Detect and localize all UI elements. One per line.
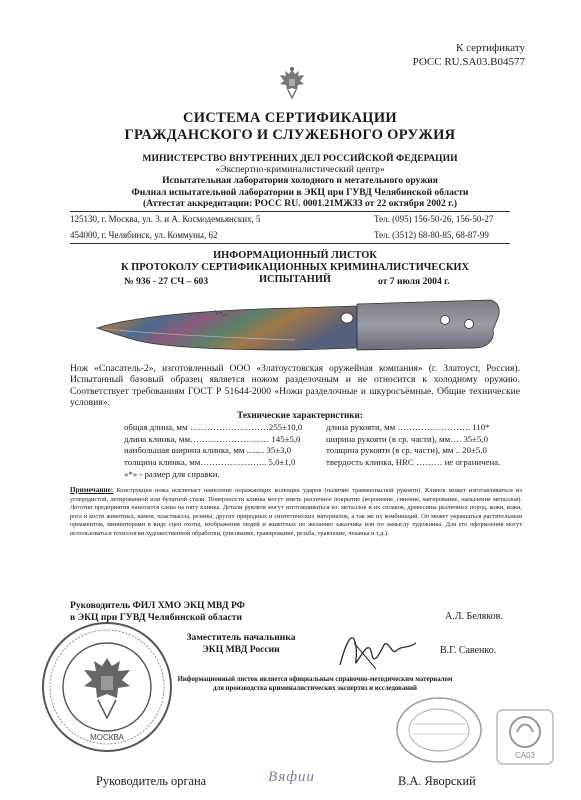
note-text: Конструкция ножа исключает нанесение поражающих колющих ударов (наличие травмоопасной рукояти). Клинок может изготавливаться из углеродистой, легированной или булатной стали. Поверхности клинка могут иметь различное покрытие (воронение, синение, матирование, напыление металлов). Логотип предприятия наносится слева на пяту клинка. Детали рукояти могут изготавливаться из: металлов и их сплавов, древесины различных пород, кожи, кожи, рога и кости животных, камня, пластмассы, резины, других природных и синтетических материалов, а так же их комбинаций. Он может украшаться растительным орнаментом, миниатюрами в виде сцен охоты, изображения людей и животных по желанию заказчика или по замыслу художника. Для его оформления могут использоваться технологии художественной обработки, (рисование, гравирование, резьба, травление, чеканка и т.д.). <box>70 487 522 537</box>
ministry-block <box>100 153 500 209</box>
spec-handle-width: ширина рукояти (в ср. части), мм…. 35±5,0 <box>326 433 488 444</box>
ministry-line3: Испытательная лаборатория холодного и метательного оружия <box>162 175 438 187</box>
chelyabinsk-address: 454000, г. Челябинск, ул. Коммуны, 62 <box>70 230 218 240</box>
note-block <box>70 486 522 539</box>
cert-ref-line1: К сертификату <box>456 42 525 54</box>
info-line2: для производства криминалистических экспертиз и исследований <box>213 685 417 692</box>
handwritten-signature: Вяфии <box>268 769 315 785</box>
divider-bottom <box>70 243 510 244</box>
ministry-line4: Филиал испытательной лаборатории в ЭКЦ при ГУВД Челябинской области <box>131 186 469 198</box>
head1-line1: Руководитель ФИЛ ХМО ЭКЦ МВД РФ <box>70 600 245 611</box>
chelyabinsk-phone: Тел. (3512) 68-80-85, 68-87-99 <box>374 230 489 240</box>
certification-body-stamp-icon <box>392 694 487 766</box>
organ-head-title: Руководитель органа <box>96 774 207 788</box>
protocol-number: № 936 - 27 СЧ – 603 <box>124 276 209 287</box>
spec-handle-thickness: толщина рукояти (в ср. части), мм .. 20±5,0 <box>326 445 487 456</box>
organ-head-name: В.А. Яворский <box>398 774 476 788</box>
moscow-address: 125130, г. Москва, ул. 3. и А. Космодемьянских, 5 <box>70 214 261 224</box>
note-label: Примечание: <box>70 486 114 494</box>
deputy-name: В.Г. Савенко. <box>440 645 497 656</box>
certification-system-title <box>90 110 490 144</box>
stamp-city-label: МОСКВА <box>90 733 124 742</box>
spec-blade-length: длина клинка, мм……………………… 145±5,0 <box>124 433 301 444</box>
deputy-line1: Заместитель начальника <box>186 632 296 643</box>
moscow-phone: Тел. (095) 156-50-26, 156-50-27 <box>374 214 494 224</box>
cert-ref-line2: РОСС RU.SA03.В04577 <box>412 56 525 68</box>
ministry-line2: «Экспертно-криминалистический центр» <box>215 164 385 176</box>
deputy-line2: ЭКЦ МВД России <box>202 643 280 655</box>
knife-image <box>95 290 505 362</box>
spec-blade-hardness: твердость клинка, HRC ……… не ограничена. <box>326 456 501 467</box>
info-line1: Информационный листок является официальным справочно-методическим материалом <box>177 676 453 683</box>
deputy-signature-icon <box>330 625 425 675</box>
divider-top <box>70 211 510 212</box>
ministry-line5: (Аттестат аккредитации: РОСС RU. 0001.21МЖЗЗ от 22 октября 2002 г.) <box>142 197 458 209</box>
system-line1: СИСТЕМА СЕРТИФИКАЦИИ <box>182 110 398 126</box>
specs-footnote: «*» - размер для справки. <box>124 469 220 479</box>
system-line2: ГРАЖДАНСКОГО И СЛУЖЕБНОГО ОРУЖИЯ <box>124 127 456 143</box>
title-line1: ИНФОРМАЦИОННЫЙ ЛИСТОК <box>213 250 377 261</box>
eagle-emblem-icon <box>276 66 308 102</box>
spec-handle-length: длина рукояти, мм ……………………. 110* <box>326 422 490 432</box>
rst-conformity-mark-icon <box>495 708 555 766</box>
specs-left-column <box>124 422 324 468</box>
deputy-title <box>176 632 306 655</box>
rst-mark-label: СА03 <box>515 751 535 760</box>
product-description: Нож «Спасатель-2», изготовленный ООО «Златоустовская оружейная компания» (г. Златоуст, Россия). Испытанный базовый образец является ножом разделочным и не относится к холодному оружию. Соответствует требованиям ГОСТ Р 51644-2000 «Ножи разделочные и шкуросъёмные. Общие технические условия». <box>70 363 520 409</box>
spec-total-length: общая длина, мм ………………………255±10,0 <box>124 422 303 432</box>
protocol-date: от 7 июля 2004 г. <box>378 276 450 287</box>
title-line2: К ПРОТОКОЛУ СЕРТИФИКАЦИОННЫХ КРИМИНАЛИСТИЧЕСКИХ ИСПЫТАНИЙ <box>121 262 469 285</box>
ministry-line1: МИНИСТЕРСТВО ВНУТРЕННИХ ДЕЛ РОССИЙСКОЙ ФЕДЕРАЦИИ <box>142 153 458 164</box>
spec-blade-thickness: толщина клинка, мм………………….. 5,0±1,0 <box>124 456 296 467</box>
info-disclaimer <box>150 675 480 693</box>
spec-blade-width: наибольшая ширина клинка, мм ........ 35±3,0 <box>124 445 292 456</box>
specs-right-column <box>326 422 526 468</box>
head1-line2: в ЭКЦ при ГУВД Челябинской области <box>70 611 243 623</box>
certificate-reference <box>380 41 525 69</box>
head1-name: А.Л. Беляков. <box>445 611 503 622</box>
specs-heading: Технические характеристики: <box>237 410 363 420</box>
